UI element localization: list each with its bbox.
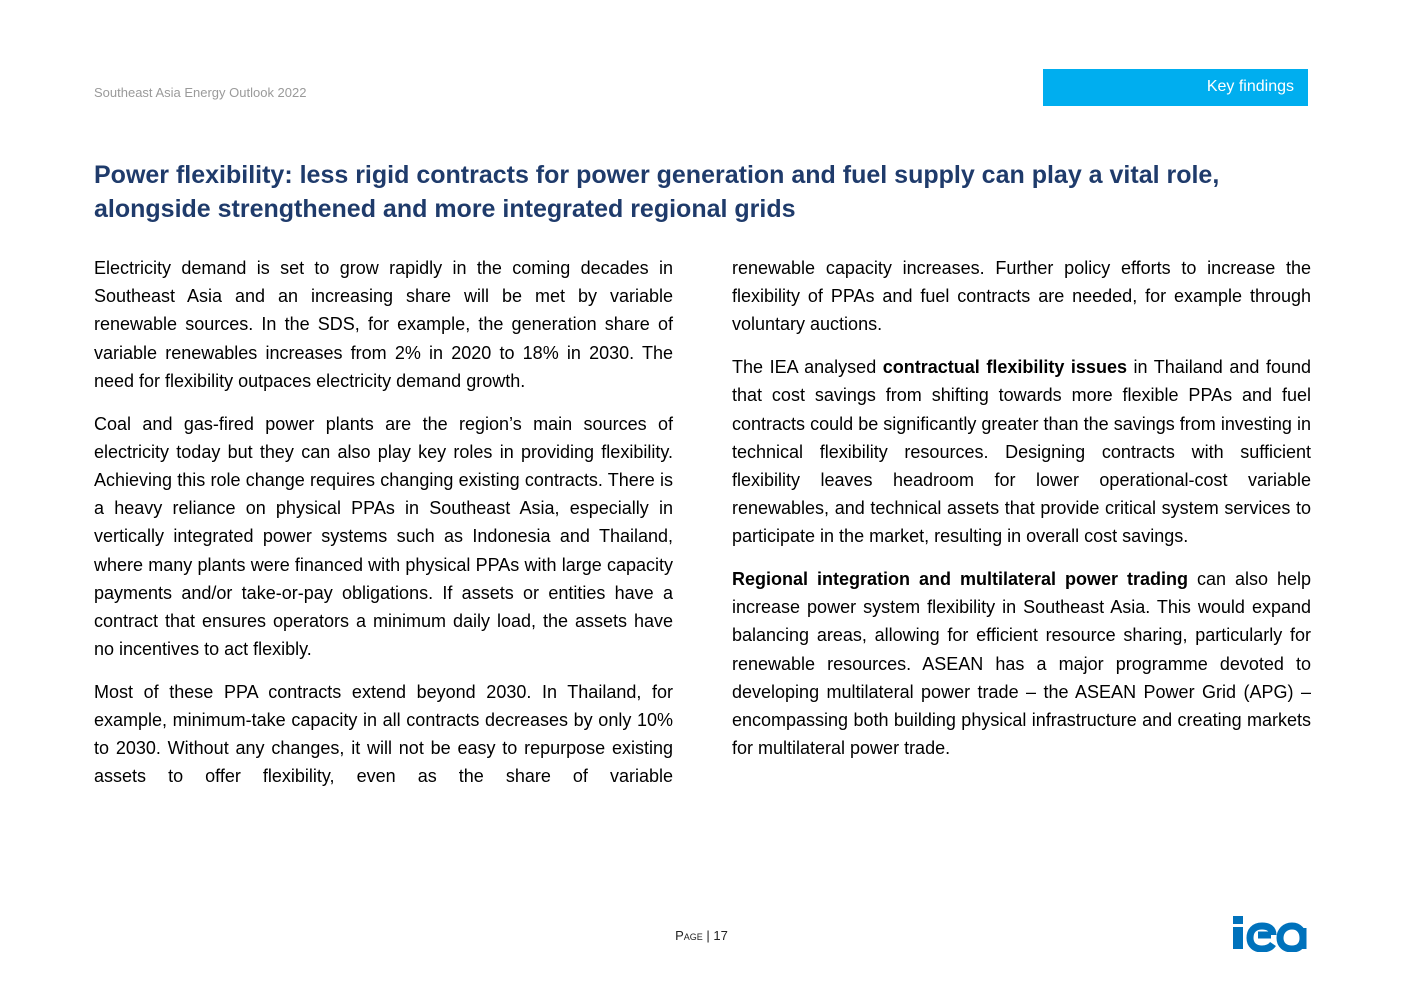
iea-logo-i-dot [1233,916,1243,924]
page-number: 17 [713,928,728,943]
regional-integration-emphasis: Regional integration and multilateral power trading [732,569,1188,590]
left-column [94,254,673,805]
running-head: Southeast Asia Energy Outlook 2022 [94,85,307,100]
contractual-intro: The IEA analysed [732,357,883,378]
paragraph-coal-gas: Coal and gas-fired power plants are the region’s main sources of electricity today but they can also play key roles in providing flexibility. Achieving this role change requires changing existing contracts. There is a heavy reliance on physical PPAs in Southeast Asia, especially in vertically integrated power systems such as Indonesia and Thailand, where many plants were financed with physical PPAs with large capacity payments and/or take-or-pay obligations. If assets or entities have a contract that ensures operators a minimum daily load, the assets have no incentives to act flexibly. [94,413,673,660]
paragraph-ppa-start: Most of these PPA contracts extend beyond 2030. In Thailand, for example, minimum-take capacity in all contracts decreases by only 10% to 2030. Without any changes, it will not be easy to repurpose existing assets to offer flexibility, even as the share of variable [94,681,673,787]
page-word: Page [675,928,703,943]
paragraph-contractual [732,353,1311,550]
iea-logo-i-stem [1233,927,1243,949]
page-footer [0,928,1403,943]
section-tab: Key findings [1043,69,1308,106]
contractual-body: in Thailand and found that cost savings from shifting towards more flexible PPAs and fuel contracts could be significantly greater than the savings from investing in technical flexibility resources. Designing contracts with sufficient flexibility leaves headroom for lower operational-cost variable renewables, and technical assets that provide critical system services to participate in the market, resulting in overall cost savings. [732,357,1312,547]
contractual-flexibility-emphasis: contractual flexibility issues [882,357,1127,378]
regional-body: can also help increase power system flexibility in Southeast Asia. This would expand balancing areas, allowing for efficient resource sharing, particularly for renewable resources. ASEAN has a major programme devoted to developing multilateral power trade – the ASEAN Power Grid (APG) – encompassing both building physical infrastructure and creating markets for multilateral power trade. [732,569,1311,759]
iea-logo-e [1250,926,1273,949]
paragraph-ppa-end: renewable capacity increases. Further policy efforts to increase the flexibility of PPAs and fuel contracts are needed, for example through voluntary auctions. [732,258,1311,335]
iea-logo [1232,914,1310,952]
page-title: Power flexibility: less rigid contracts for power generation and fuel supply can play a vital role, alongside strengthened and more integrated regional grids [94,161,1220,223]
iea-logo-a [1280,926,1303,949]
paragraph-regional [732,565,1311,762]
paragraph-demand: Electricity demand is set to grow rapidly in the coming decades in Southeast Asia and an increasing share will be met by variable renewable sources. In the SDS, for example, the generation share of variable renewables increases from 2% in 2020 to 18% in 2030. The need for flexibility outpaces electricity demand growth. [94,258,673,391]
right-column [732,254,1311,777]
page-separator: | [706,928,710,943]
